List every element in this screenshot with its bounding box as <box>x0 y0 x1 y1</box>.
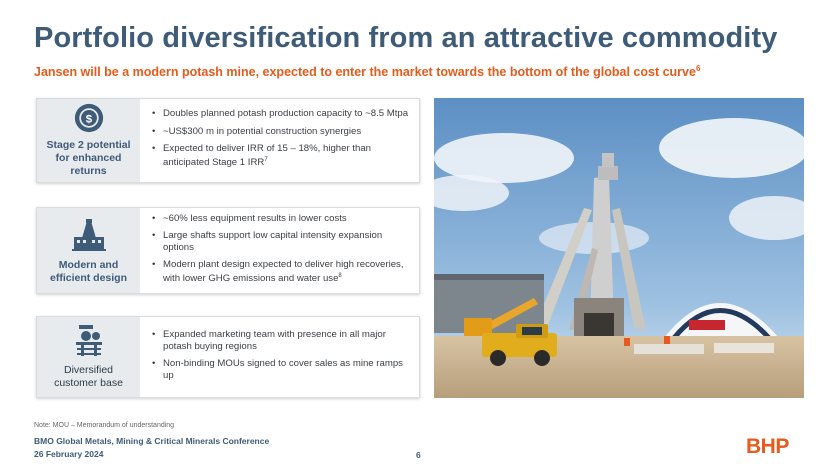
card-label-panel <box>37 317 140 397</box>
rail-customer-icon <box>72 324 106 358</box>
event-date: 26 February 2024 <box>34 449 104 459</box>
card-bullets <box>140 317 419 397</box>
card-label: Diversified customer base <box>54 364 123 389</box>
page-title: Portfolio diversification from an attractive commodity <box>34 22 778 54</box>
card-customer-base <box>36 316 420 398</box>
dollar-coin-icon <box>72 103 106 133</box>
event-name: BMO Global Metals, Mining & Critical Minerals Conference <box>34 436 270 446</box>
card-stage-2 <box>36 98 420 183</box>
card-label: Modern and efficient design <box>49 258 127 284</box>
card-label-panel <box>37 208 140 293</box>
bullet-item: • Modern plant design expected to deliver high recoveries, with lower GHG emissions and water use$^8$ <box>152 259 413 284</box>
bhp-logo: BHP <box>746 435 789 458</box>
bullet-item: • Large shafts support low capital intensity expansion options <box>152 230 413 253</box>
page-number: 6 <box>416 450 421 460</box>
bullet-item: • Non-binding MOUs signed to cover sales as mine ramps up <box>152 358 413 381</box>
card-modern-design <box>36 207 420 294</box>
bullet-item: • Expanded marketing team with presence in all major potash buying regions <box>152 329 413 352</box>
mine-site-photo <box>434 98 804 398</box>
footnote: Note: MOU – Memorandum of understanding <box>34 422 175 429</box>
bullet-item: • Expected to deliver IRR of 15 – 18%, higher than anticipated Stage 1 IRR$^7$ <box>152 143 413 168</box>
bullet-item: • ~US$300 m in potential construction synergies <box>152 126 413 138</box>
factory-plant-icon <box>70 217 108 253</box>
svg-text:$: $ <box>85 113 92 126</box>
card-bullets <box>140 208 419 293</box>
bullet-item: • ~60% less equipment results in lower costs <box>152 213 413 225</box>
card-bullets <box>140 99 419 182</box>
card-label: Stage 2 potential for enhanced returns <box>46 139 131 177</box>
card-label-panel <box>37 99 140 182</box>
page-subtitle: Jansen will be a modern potash mine, expected to enter the market towards the bottom of the global cost curve$^6$ <box>34 64 701 80</box>
bullet-item: • Doubles planned potash production capacity to ~8.5 Mtpa <box>152 108 413 120</box>
